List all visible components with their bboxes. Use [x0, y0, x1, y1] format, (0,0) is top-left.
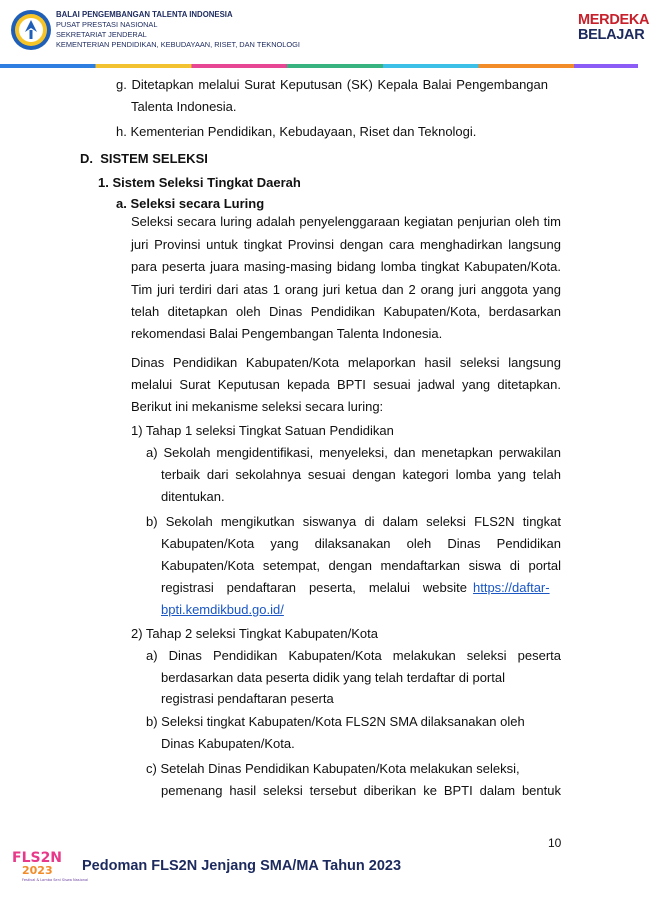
fls2n-logo-caption: Festival & Lomba Seni Siswa Nasional: [22, 878, 89, 882]
institution-line: KEMENTERIAN PENDIDIKAN, KEBUDAYAAN, RISET, DAN TEKNOLOGI: [56, 40, 300, 49]
fls2n-logo-year: 2023: [22, 864, 53, 877]
subsection-heading-1: 1. Sistem Seleksi Tingkat Daerah: [98, 175, 301, 190]
step-item-line: b) Seleksi tingkat Kabupaten/Kota FLS2N SMA dilaksanakan oleh: [146, 714, 525, 729]
step-item-line: registrasi pendaftaran peserta, melalui website: [161, 580, 467, 595]
list-item-g-line2: Talenta Indonesia.: [131, 99, 237, 114]
step-item-line: berdasarkan data peserta didik yang telah terdaftar di portal: [161, 670, 505, 685]
paragraph-line: melalui Surat Keputusan kepada BPTI sesuai jadwal yang ditetapkan.: [131, 377, 561, 392]
page-number: 10: [548, 836, 562, 850]
fls2n-logo-text: FLS2N: [12, 850, 63, 866]
subsection-heading-a: a. Seleksi secara Luring: [116, 196, 265, 211]
step-item-line: Kabupaten/Kota yang dilaksanakan oleh Dinas Pendidikan: [161, 536, 561, 551]
footer-title: Pedoman FLS2N Jenjang SMA/MA Tahun 2023: [82, 858, 402, 874]
paragraph-line: Seleksi secara luring adalah penyelenggaraan kegiatan penjurian oleh tim: [131, 214, 561, 229]
paragraph-line: Dinas Pendidikan Kabupaten/Kota melaporkan hasil seleksi langsung: [131, 355, 561, 370]
page-footer: [12, 848, 632, 888]
step-item-line: c) Setelah Dinas Pendidikan Kabupaten/Kota melakukan seleksi,: [146, 761, 520, 776]
step-heading-2: 2) Tahap 2 seleksi Tingkat Kabupaten/Kota: [131, 626, 378, 641]
step-item-line: a) Dinas Pendidikan Kabupaten/Kota melakukan seleksi peserta: [146, 648, 561, 663]
step-item-line: b) Sekolah mengikutkan siswanya di dalam seleksi FLS2N tingkat: [146, 514, 561, 529]
step-item-line: a) Sekolah mengidentifikasi, menyeleksi, dan menetapkan perwakilan: [146, 445, 561, 460]
list-item-g-line1: g. Ditetapkan melalui Surat Keputusan (SK) Kepala Balai Pengembangan: [116, 77, 548, 92]
section-heading-d: D. SISTEM SELEKSI: [80, 151, 208, 166]
institution-line: PUSAT PRESTASI NASIONAL: [56, 20, 158, 29]
step-item-line: pemenang hasil seleksi tersebut diberikan ke BPTI dalam bentuk: [161, 783, 561, 798]
paragraph-line: Berikut ini mekanisme seleksi secara luring:: [131, 399, 384, 414]
step-item-line: ditentukan.: [161, 489, 225, 504]
brand-line-2: BELAJAR: [578, 27, 645, 43]
step-item-line: Kabupaten/Kota setempat, dengan mendaftarkan siswa di portal: [161, 558, 561, 573]
registration-portal-link-cont[interactable]: bpti.kemdikbud.go.id/: [161, 602, 284, 617]
paragraph-line: telah ditetapkan oleh Dinas Pendidikan Kabupaten/Kota, berdasarkan: [131, 304, 561, 319]
step-item-line: registrasi pendaftaran peserta: [161, 691, 334, 706]
institution-line: BALAI PENGEMBANGAN TALENTA INDONESIA: [56, 10, 233, 19]
step-item-line: Dinas Kabupaten/Kota.: [161, 736, 295, 751]
step-heading-1: 1) Tahap 1 seleksi Tingkat Satuan Pendidikan: [131, 423, 394, 438]
brand-line-1: MERDEKA: [578, 12, 649, 28]
paragraph-line: para peserta juara masing-masing bidang lomba tingkat Kabupaten/Kota.: [131, 259, 561, 274]
paragraph-line: rekomendasi Balai Pengembangan Talenta Indonesia.: [131, 326, 443, 341]
step-item-line: terbaik dari sekolahnya sesuai dengan kategori lomba yang telah: [161, 467, 561, 482]
institution-line: SEKRETARIAT JENDERAL: [56, 30, 147, 39]
fls2n-logo-icon: [12, 848, 89, 884]
registration-portal-link[interactable]: https://daftar-: [473, 580, 550, 595]
paragraph-line: juri Provinsi untuk tingkat Provinsi dengan cara menghadirkan langsung: [131, 237, 561, 252]
list-item-h: h. Kementerian Pendidikan, Kebudayaan, Riset dan Teknologi.: [116, 124, 477, 139]
paragraph-line: Tim juri terdiri dari atas 1 orang juri ketua dan 2 orang juri anggota yang: [131, 282, 561, 297]
